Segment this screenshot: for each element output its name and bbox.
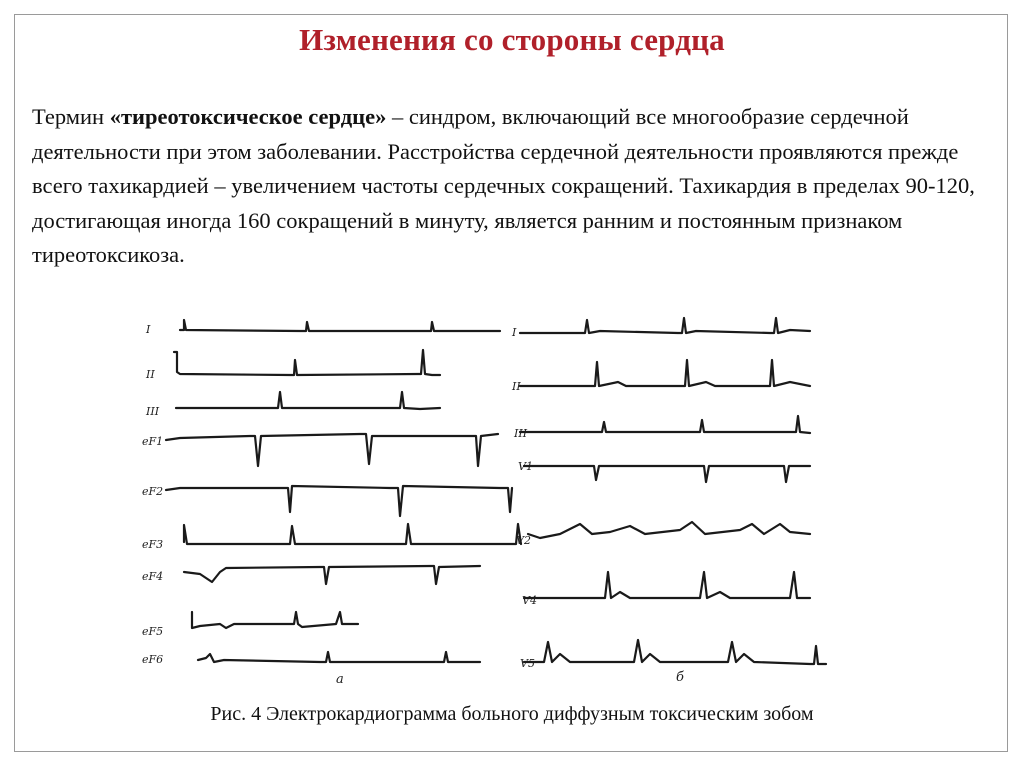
paragraph-rest: – синдром, включающий все многообразие сердечной деятельности при этом заболевании. Расстройства сердечной деятельности проявляются прежде всего тахикардией – увеличением частоты сердечных сокращений. Тахикардия в пределах 90-120, достигающая иногда 160 сокращений в минуту, является ранним и постоянным признаком тиреотоксикоза.	[32, 104, 975, 267]
panel-a-lead-label: eF2	[142, 485, 164, 498]
panel-a-lead-label: II	[146, 368, 155, 381]
ecg-trace-a-4	[166, 434, 498, 466]
ecg-trace-a-3	[176, 392, 440, 409]
ecg-trace-b-4	[524, 466, 810, 482]
ecg-trace-b-3	[520, 416, 810, 433]
ecg-figure	[140, 312, 840, 690]
panel-b-lead-label: V1	[518, 460, 533, 473]
ecg-trace-b-1	[520, 318, 810, 333]
panel-b-lead-label: V2	[516, 534, 531, 547]
body-paragraph	[32, 100, 992, 273]
ecg-trace-a-7	[184, 566, 480, 584]
panel-a-lead-label: III	[146, 405, 160, 418]
panel-b-lead-label: II	[512, 380, 521, 393]
ecg-trace-b-2	[520, 360, 810, 386]
panel-a-lead-label: I	[146, 323, 151, 336]
ecg-trace-a-8	[192, 612, 358, 628]
panel-a-lead-label: eF5	[142, 625, 164, 638]
ecg-trace-b-7	[524, 640, 826, 664]
panel-a-lead-label: eF4	[142, 570, 164, 583]
ecg-trace-a-9	[198, 652, 480, 662]
ecg-trace-a-5	[166, 486, 512, 516]
paragraph-term: «тиреотоксическое сердце»	[109, 104, 387, 129]
ecg-trace-b-5	[528, 522, 810, 538]
panel-b-lead-label: V5	[520, 657, 535, 670]
slide-title: Изменения со стороны сердца	[299, 22, 725, 57]
panel-b-letter: б	[676, 670, 684, 685]
ecg-trace-a-1	[180, 320, 500, 331]
ecg-trace-b-6	[524, 572, 810, 598]
panel-a-lead-label: eF6	[142, 653, 164, 666]
panel-b-lead-label: I	[512, 326, 517, 339]
figure-caption: Рис. 4 Электрокардиограмма больного диффузным токсическим зобом	[210, 703, 814, 725]
panel-b-lead-label: III	[514, 427, 528, 440]
panel-a-lead-label: eF3	[142, 538, 164, 551]
ecg-trace-a-2	[174, 350, 440, 375]
paragraph-prefix: Термин	[32, 104, 110, 129]
panel-a-lead-label: eF1	[142, 435, 164, 448]
panel-b-lead-label: V4	[522, 594, 537, 607]
panel-a-letter: а	[336, 672, 344, 687]
ecg-trace-a-6	[184, 524, 521, 544]
